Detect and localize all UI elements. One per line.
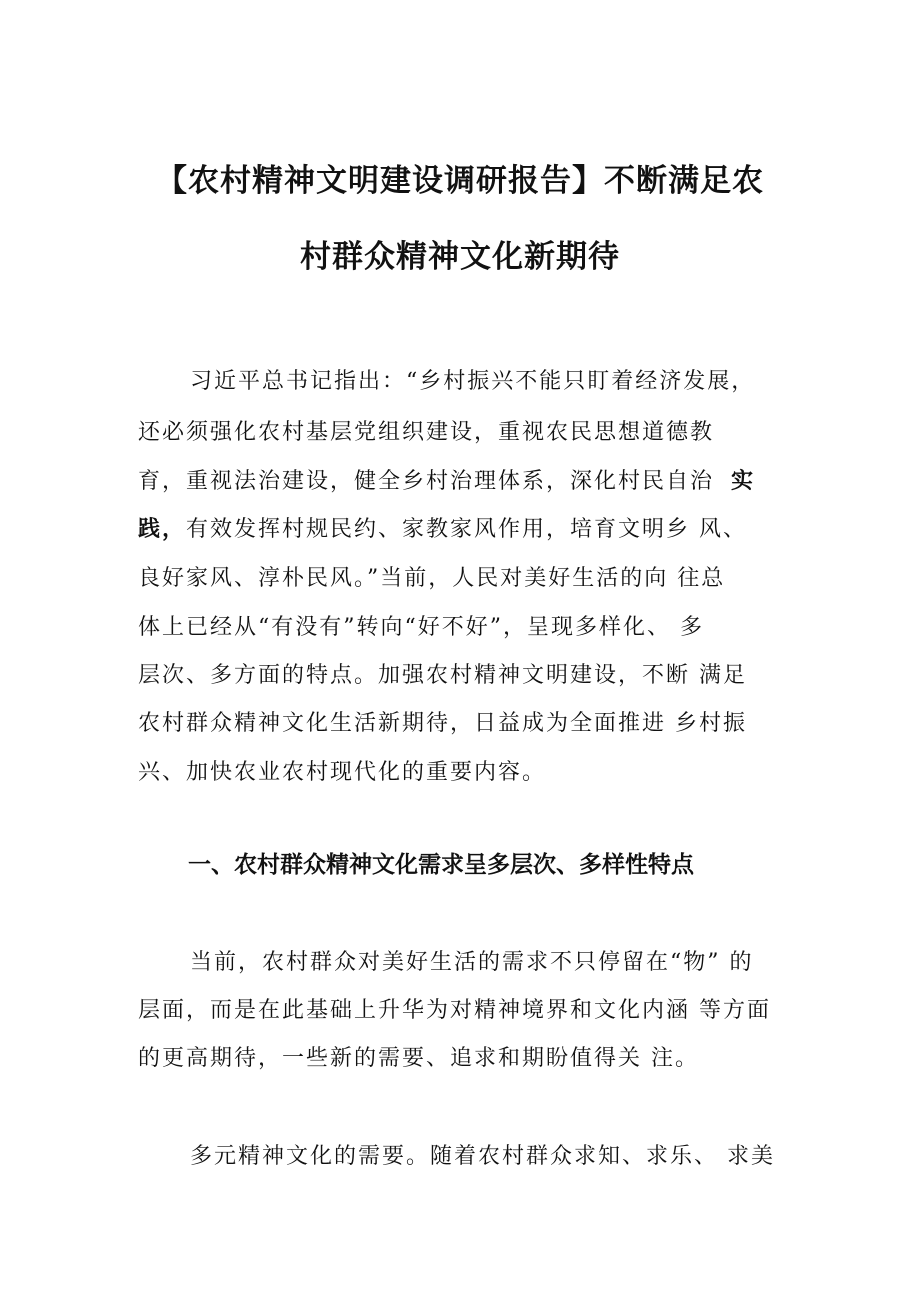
- paragraph-line: 当前，农村群众对美好生活的需求不只停留在“物” 的: [190, 950, 754, 975]
- paragraph-line: 层面，而是在此基础上升华为对精神境界和文化内涵 等方面: [138, 998, 771, 1023]
- document-title-line-2: 村群众精神文化新期待: [300, 239, 620, 275]
- paragraph-line: 多元精神文化的需要。随着农村群众求知、求乐、 求美: [190, 1144, 775, 1169]
- paragraph-line: 习近平总书记指出：“乡村振兴不能只盯着经济发展，: [190, 369, 756, 394]
- emphasis-text: 践，: [138, 517, 187, 542]
- paragraph-line: 体上已经从“有没有”转向“好不好”，呈现多样化、 多: [138, 615, 704, 640]
- paragraph-line: 层次、多方面的特点。加强农村精神文明建设，不断 满足: [138, 663, 747, 688]
- paragraph-line: 的更高期待，一些新的需要、追求和期盼值得关 注。: [138, 1046, 699, 1071]
- paragraph-line: [138, 467, 755, 497]
- paragraph-line-text: 育，重视法治建设，健全乡村治理体系，深化村民自治: [138, 469, 715, 494]
- document-title-line-1: 【农村精神文明建设调研报告】不断满足农: [156, 163, 764, 199]
- paragraph-line: 农村群众精神文化生活新期待，日益成为全面推进 乡村振: [138, 711, 747, 736]
- paragraph-line-text: 有效发挥村规民约、家教家风作用，培育文明乡 风、: [186, 517, 748, 542]
- section-heading: 一、农村群众精神文化需求呈多层次、多样性特点: [188, 852, 694, 878]
- paragraph-line: [138, 515, 747, 545]
- paragraph-line: 兴、加快农业农村现代化的重要内容。: [138, 760, 547, 785]
- paragraph-line: 良好家风、淳朴民风。”当前，人民对美好生活的向 往总: [138, 566, 726, 591]
- paragraph-line: 还必须强化农村基层党组织建设，重视农民思想道德教: [138, 420, 715, 445]
- emphasis-text: 实: [731, 469, 756, 494]
